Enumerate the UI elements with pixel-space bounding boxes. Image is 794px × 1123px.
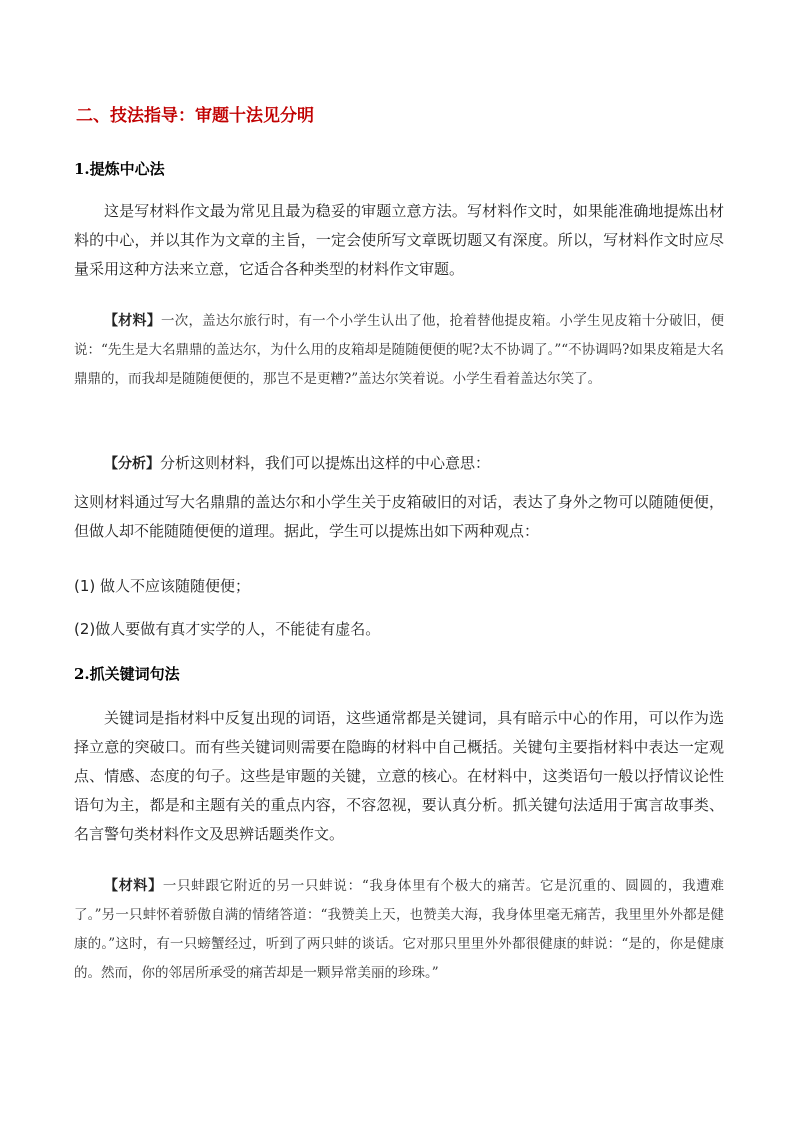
- analysis-label: 【分析】: [104, 456, 160, 472]
- method1-heading: 1.提炼中心法: [74, 160, 165, 178]
- material-text: 一次，盖达尔旅行时，有一个小学生认出了他，抢着替他提皮箱。小学生见皮箱十分破旧，便说：“先生是大名鼎鼎的盖达尔，为什么用的皮箱却是随随便便的呢?太不协调了。”“不协调吗?如果皮箱是大名鼎鼎的，而我却是随随便便的，那岂不是更糟?”盖达尔笑着说。小学生看着盖达尔笑了。: [74, 313, 725, 387]
- method1-point-2: (2)做人要做有真才实学的人，不能徒有虚名。: [74, 620, 381, 638]
- method1-analysis: [74, 449, 724, 479]
- method1-material: [74, 307, 724, 394]
- method1-analysis-body: 这则材料通过写大名鼎鼎的盖达尔和小学生关于皮箱破旧的对话，表达了身外之物可以随随便便，但做人却不能随随便便的道理。据此，学生可以提炼出如下两种观点：: [74, 493, 724, 540]
- material-label: 【材料】: [104, 878, 163, 894]
- method2-intro: 关键词是指材料中反复出现的词语，这些通常都是关键词，具有暗示中心的作用，可以作为选择立意的突破口。而有些关键词则需要在隐晦的材料中自己概括。关键句主要指材料中表达一定观点、情感、态度的句子。这些是审题的关键，立意的核心。在材料中，这类语句一般以抒情议论性语句为主，都是和主题有关的重点内容，不容忽视，要认真分析。抓关键句法适用于寓言故事类、名言警句类材料作文及思辨话题类作文。: [74, 709, 724, 843]
- method2-material: [74, 872, 724, 988]
- method1-point-1: (1) 做人不应该随随便便；: [74, 577, 251, 595]
- method1-intro: 这是写材料作文最为常见且最为稳妥的审题立意方法。写材料作文时，如果能准确地提炼出材料的中心，并以其作为文章的主旨，一定会使所写文章既切题又有深度。所以，写材料作文时应尽量采用这种方法来立意，它适合各种类型的材料作文审题。: [74, 202, 724, 278]
- material-label: 【材料】: [104, 313, 161, 329]
- material-text: 一只蚌跟它附近的另一只蚌说：“我身体里有个极大的痛苦。它是沉重的、圆圆的，我遭难了。”另一只蚌怀着骄傲自满的情绪答道：“我赞美上天，也赞美大海，我身体里毫无痛苦，我里里外外都是健康的。”这时，有一只螃蟹经过，听到了两只蚌的谈话。它对那只里里外外都很健康的蚌说：“是的，你是健康的。然而，你的邻居所承受的痛苦却是一颗异常美丽的珍珠。”: [74, 878, 725, 981]
- section-title: 二、技法指导：审题十法见分明: [76, 106, 314, 126]
- method2-heading: 2.抓关键词句法: [74, 665, 180, 683]
- analysis-text: 分析这则材料，我们可以提炼出这样的中心意思：: [160, 454, 491, 472]
